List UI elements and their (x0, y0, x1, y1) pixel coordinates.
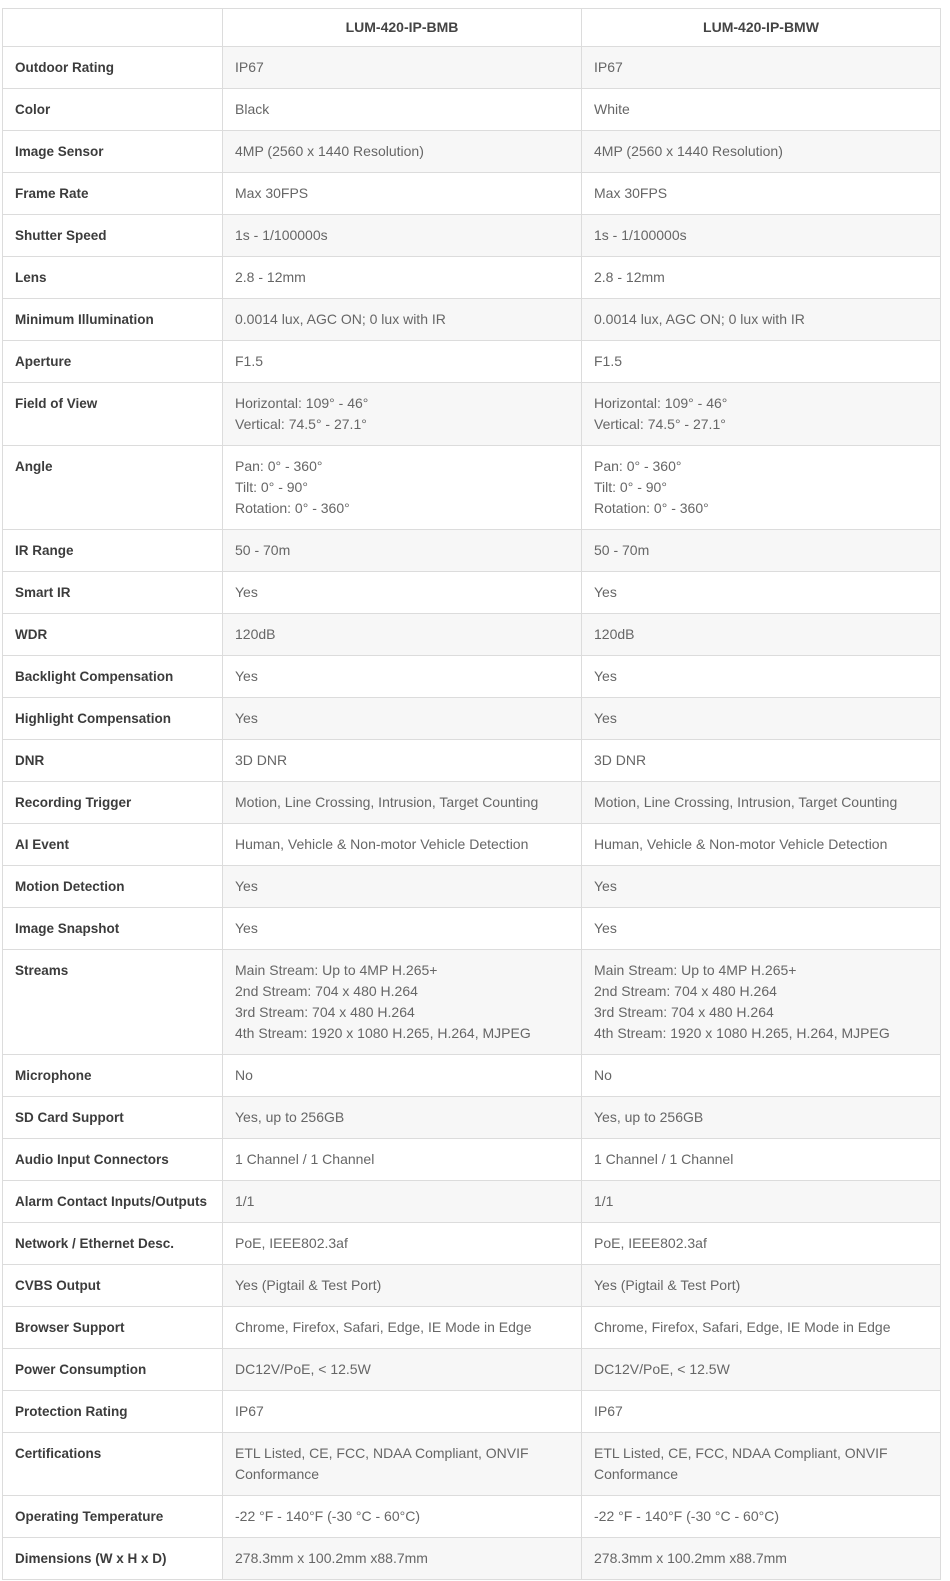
spec-value-line: Pan: 0° - 360° (594, 458, 682, 474)
spec-value-line: 120dB (235, 626, 276, 642)
spec-value-line: Motion, Line Crossing, Intrusion, Target Counting (594, 794, 898, 810)
spec-label: Power Consumption (3, 1349, 223, 1391)
table-row (3, 299, 941, 341)
spec-label: Recording Trigger (3, 782, 223, 824)
table-row (3, 1055, 941, 1097)
spec-value-line: Main Stream: Up to 4MP H.265+ (235, 962, 438, 978)
spec-value-bmb (223, 530, 582, 572)
spec-label: Image Sensor (3, 131, 223, 173)
spec-value-bmw (582, 383, 941, 446)
spec-value-line: Yes (235, 668, 258, 684)
spec-label: Image Snapshot (3, 908, 223, 950)
spec-value-bmb (223, 1097, 582, 1139)
header-empty-cell (3, 9, 223, 47)
spec-value-bmb (223, 446, 582, 530)
spec-value-bmb (223, 1139, 582, 1181)
spec-value-bmw (582, 530, 941, 572)
spec-value-bmw (582, 47, 941, 89)
spec-value-bmb (223, 299, 582, 341)
spec-value-bmw (582, 614, 941, 656)
table-row (3, 131, 941, 173)
spec-value-bmb (223, 383, 582, 446)
spec-value-bmw (582, 173, 941, 215)
spec-value-bmw (582, 1055, 941, 1097)
table-row (3, 173, 941, 215)
spec-value-line: 2.8 - 12mm (235, 269, 306, 285)
spec-table-header (3, 9, 941, 47)
spec-value-bmb (223, 656, 582, 698)
spec-value-line: Horizontal: 109° - 46° (594, 395, 728, 411)
spec-label: Highlight Compensation (3, 698, 223, 740)
spec-value-line: Motion, Line Crossing, Intrusion, Target Counting (235, 794, 539, 810)
table-row (3, 572, 941, 614)
spec-value-line: 2nd Stream: 704 x 480 H.264 (594, 983, 777, 999)
spec-value-line: 2.8 - 12mm (594, 269, 665, 285)
spec-value-line: Yes (594, 668, 617, 684)
spec-label: Audio Input Connectors (3, 1139, 223, 1181)
spec-value-bmb (223, 908, 582, 950)
spec-value-bmw (582, 1349, 941, 1391)
table-row (3, 1391, 941, 1433)
spec-label: WDR (3, 614, 223, 656)
table-row (3, 383, 941, 446)
spec-value-line: Human, Vehicle & Non-motor Vehicle Detection (594, 836, 888, 852)
spec-value-line: 2nd Stream: 704 x 480 H.264 (235, 983, 418, 999)
spec-value-line: Yes (235, 584, 258, 600)
spec-value-bmw (582, 1181, 941, 1223)
spec-value-line: 4MP (2560 x 1440 Resolution) (594, 143, 783, 159)
table-row (3, 1181, 941, 1223)
spec-value-line: No (594, 1067, 612, 1083)
spec-label: Browser Support (3, 1307, 223, 1349)
spec-value-line: F1.5 (235, 353, 264, 369)
spec-value-line: Vertical: 74.5° - 27.1° (235, 416, 367, 432)
spec-value-line: 4MP (2560 x 1440 Resolution) (235, 143, 424, 159)
table-row (3, 614, 941, 656)
spec-label: Outdoor Rating (3, 47, 223, 89)
spec-label: Shutter Speed (3, 215, 223, 257)
table-row (3, 1538, 941, 1580)
spec-value-bmb (223, 215, 582, 257)
header-row (3, 9, 941, 47)
spec-value-bmw (582, 1538, 941, 1580)
spec-value-line: 3D DNR (235, 752, 288, 768)
spec-value-line: Vertical: 74.5° - 27.1° (594, 416, 726, 432)
spec-value-bmw (582, 1223, 941, 1265)
spec-value-bmw (582, 299, 941, 341)
spec-value-bmb (223, 1538, 582, 1580)
table-row (3, 656, 941, 698)
spec-value-line: 50 - 70m (594, 542, 650, 558)
spec-value-bmb (223, 257, 582, 299)
table-row (3, 1349, 941, 1391)
spec-value-line: PoE, IEEE802.3af (235, 1235, 348, 1251)
spec-label: Alarm Contact Inputs/Outputs (3, 1181, 223, 1223)
spec-value-bmb (223, 782, 582, 824)
table-row (3, 1307, 941, 1349)
spec-label: Protection Rating (3, 1391, 223, 1433)
spec-value-line: PoE, IEEE802.3af (594, 1235, 707, 1251)
spec-value-line: Yes (594, 878, 617, 894)
spec-value-bmw (582, 866, 941, 908)
spec-value-bmw (582, 215, 941, 257)
header-model-bmw: LUM-420-IP-BMW (582, 9, 941, 47)
header-model-bmb: LUM-420-IP-BMB (223, 9, 582, 47)
spec-value-bmb (223, 1055, 582, 1097)
spec-value-line: 50 - 70m (235, 542, 291, 558)
spec-value-bmw (582, 446, 941, 530)
table-row (3, 446, 941, 530)
spec-value-bmb (223, 47, 582, 89)
spec-value-bmb (223, 131, 582, 173)
spec-value-line: F1.5 (594, 353, 623, 369)
spec-value-line: 278.3mm x 100.2mm x88.7mm (235, 1550, 428, 1566)
spec-label: Dimensions (W x H x D) (3, 1538, 223, 1580)
spec-label: Operating Temperature (3, 1496, 223, 1538)
spec-value-line: White (594, 101, 630, 117)
spec-value-line: Chrome, Firefox, Safari, Edge, IE Mode in Edge (594, 1319, 891, 1335)
spec-value-bmw (582, 908, 941, 950)
table-row (3, 215, 941, 257)
spec-value-line: No (235, 1067, 253, 1083)
spec-label: AI Event (3, 824, 223, 866)
spec-comparison-table (2, 8, 941, 1580)
spec-value-bmb (223, 824, 582, 866)
spec-value-bmb (223, 1265, 582, 1307)
spec-label: IR Range (3, 530, 223, 572)
spec-value-bmb (223, 1433, 582, 1496)
table-row (3, 47, 941, 89)
spec-value-line: Rotation: 0° - 360° (235, 500, 350, 516)
spec-value-bmw (582, 89, 941, 131)
table-row (3, 89, 941, 131)
spec-label: Certifications (3, 1433, 223, 1496)
spec-value-line: Black (235, 101, 270, 117)
table-row (3, 341, 941, 383)
spec-value-line: Yes (235, 920, 258, 936)
spec-label: Network / Ethernet Desc. (3, 1223, 223, 1265)
spec-label: Streams (3, 950, 223, 1055)
spec-label: DNR (3, 740, 223, 782)
spec-value-line: -22 °F - 140°F (-30 °C - 60°C) (594, 1508, 779, 1524)
spec-value-line: IP67 (235, 59, 264, 75)
spec-label: Microphone (3, 1055, 223, 1097)
spec-value-line: 1/1 (594, 1193, 614, 1209)
table-row (3, 866, 941, 908)
spec-value-bmw (582, 656, 941, 698)
spec-value-line: 4th Stream: 1920 x 1080 H.265, H.264, MJPEG (594, 1025, 890, 1041)
spec-value-bmw (582, 1265, 941, 1307)
spec-value-line: 120dB (594, 626, 635, 642)
table-row (3, 698, 941, 740)
spec-value-bmb (223, 572, 582, 614)
spec-value-line: Pan: 0° - 360° (235, 458, 323, 474)
spec-label: Smart IR (3, 572, 223, 614)
spec-value-bmb (223, 1391, 582, 1433)
spec-label: Backlight Compensation (3, 656, 223, 698)
spec-label: Field of View (3, 383, 223, 446)
spec-label: Lens (3, 257, 223, 299)
spec-value-line: DC12V/PoE, < 12.5W (235, 1361, 371, 1377)
spec-value-line: Tilt: 0° - 90° (594, 479, 667, 495)
spec-value-line: Yes, up to 256GB (235, 1109, 345, 1125)
spec-value-bmb (223, 698, 582, 740)
table-row (3, 1265, 941, 1307)
spec-value-line: Yes (Pigtail & Test Port) (235, 1277, 382, 1293)
spec-value-line: Yes (594, 920, 617, 936)
table-row (3, 1496, 941, 1538)
spec-value-line: 0.0014 lux, AGC ON; 0 lux with IR (594, 311, 805, 327)
spec-value-line: Horizontal: 109° - 46° (235, 395, 369, 411)
spec-value-bmw (582, 740, 941, 782)
spec-value-line: -22 °F - 140°F (-30 °C - 60°C) (235, 1508, 420, 1524)
spec-value-line: 3D DNR (594, 752, 647, 768)
spec-value-bmb (223, 950, 582, 1055)
spec-value-bmw (582, 1391, 941, 1433)
table-row (3, 740, 941, 782)
spec-value-bmb (223, 1181, 582, 1223)
spec-label: Angle (3, 446, 223, 530)
table-row (3, 1223, 941, 1265)
spec-value-line: 1 Channel / 1 Channel (594, 1151, 734, 1167)
table-row (3, 257, 941, 299)
table-row (3, 824, 941, 866)
table-row (3, 908, 941, 950)
spec-value-line: Max 30FPS (594, 185, 668, 201)
spec-value-line: 0.0014 lux, AGC ON; 0 lux with IR (235, 311, 446, 327)
spec-value-line: 3rd Stream: 704 x 480 H.264 (235, 1004, 415, 1020)
spec-value-line: 1s - 1/100000s (235, 227, 328, 243)
spec-value-bmw (582, 257, 941, 299)
spec-value-line: 278.3mm x 100.2mm x88.7mm (594, 1550, 787, 1566)
spec-label: SD Card Support (3, 1097, 223, 1139)
spec-value-bmw (582, 1433, 941, 1496)
spec-value-bmb (223, 173, 582, 215)
spec-value-line: 1s - 1/100000s (594, 227, 687, 243)
spec-value-line: Main Stream: Up to 4MP H.265+ (594, 962, 797, 978)
spec-value-bmb (223, 866, 582, 908)
spec-value-bmb (223, 614, 582, 656)
spec-value-line: Rotation: 0° - 360° (594, 500, 709, 516)
spec-value-bmb (223, 1496, 582, 1538)
spec-value-line: Max 30FPS (235, 185, 309, 201)
spec-value-line: 1 Channel / 1 Channel (235, 1151, 375, 1167)
spec-value-line: DC12V/PoE, < 12.5W (594, 1361, 730, 1377)
spec-value-line: Yes (594, 584, 617, 600)
spec-value-bmb (223, 1223, 582, 1265)
spec-value-bmw (582, 131, 941, 173)
table-row (3, 1097, 941, 1139)
spec-value-line: Tilt: 0° - 90° (235, 479, 308, 495)
spec-value-bmw (582, 341, 941, 383)
spec-value-bmw (582, 1307, 941, 1349)
spec-value-bmb (223, 1349, 582, 1391)
spec-value-bmw (582, 1496, 941, 1538)
spec-value-bmw (582, 782, 941, 824)
spec-label: Motion Detection (3, 866, 223, 908)
spec-value-line: IP67 (594, 1403, 623, 1419)
table-row (3, 1139, 941, 1181)
table-row (3, 1433, 941, 1496)
spec-value-line: Yes (594, 710, 617, 726)
spec-value-bmb (223, 740, 582, 782)
spec-value-bmw (582, 824, 941, 866)
spec-value-bmw (582, 572, 941, 614)
spec-value-line: 4th Stream: 1920 x 1080 H.265, H.264, MJPEG (235, 1025, 531, 1041)
spec-label: Minimum Illumination (3, 299, 223, 341)
spec-value-line: Chrome, Firefox, Safari, Edge, IE Mode in Edge (235, 1319, 532, 1335)
spec-label: Color (3, 89, 223, 131)
spec-value-bmb (223, 1307, 582, 1349)
spec-value-bmw (582, 950, 941, 1055)
spec-table-body (3, 47, 941, 1580)
spec-label: CVBS Output (3, 1265, 223, 1307)
spec-value-line: IP67 (594, 59, 623, 75)
spec-label: Frame Rate (3, 173, 223, 215)
spec-value-line: 3rd Stream: 704 x 480 H.264 (594, 1004, 774, 1020)
table-row (3, 530, 941, 572)
spec-value-bmb (223, 341, 582, 383)
table-row (3, 782, 941, 824)
spec-value-bmw (582, 1139, 941, 1181)
spec-value-bmb (223, 89, 582, 131)
spec-value-bmw (582, 1097, 941, 1139)
spec-value-bmw (582, 698, 941, 740)
spec-value-line: ETL Listed, CE, FCC, NDAA Compliant, ONVIF Conformance (235, 1445, 529, 1482)
spec-label: Aperture (3, 341, 223, 383)
spec-value-line: Human, Vehicle & Non-motor Vehicle Detection (235, 836, 529, 852)
spec-value-line: Yes, up to 256GB (594, 1109, 704, 1125)
table-row (3, 950, 941, 1055)
spec-value-line: IP67 (235, 1403, 264, 1419)
spec-value-line: Yes (235, 878, 258, 894)
spec-value-line: Yes (235, 710, 258, 726)
spec-value-line: Yes (Pigtail & Test Port) (594, 1277, 741, 1293)
spec-value-line: ETL Listed, CE, FCC, NDAA Compliant, ONVIF Conformance (594, 1445, 888, 1482)
spec-value-line: 1/1 (235, 1193, 255, 1209)
